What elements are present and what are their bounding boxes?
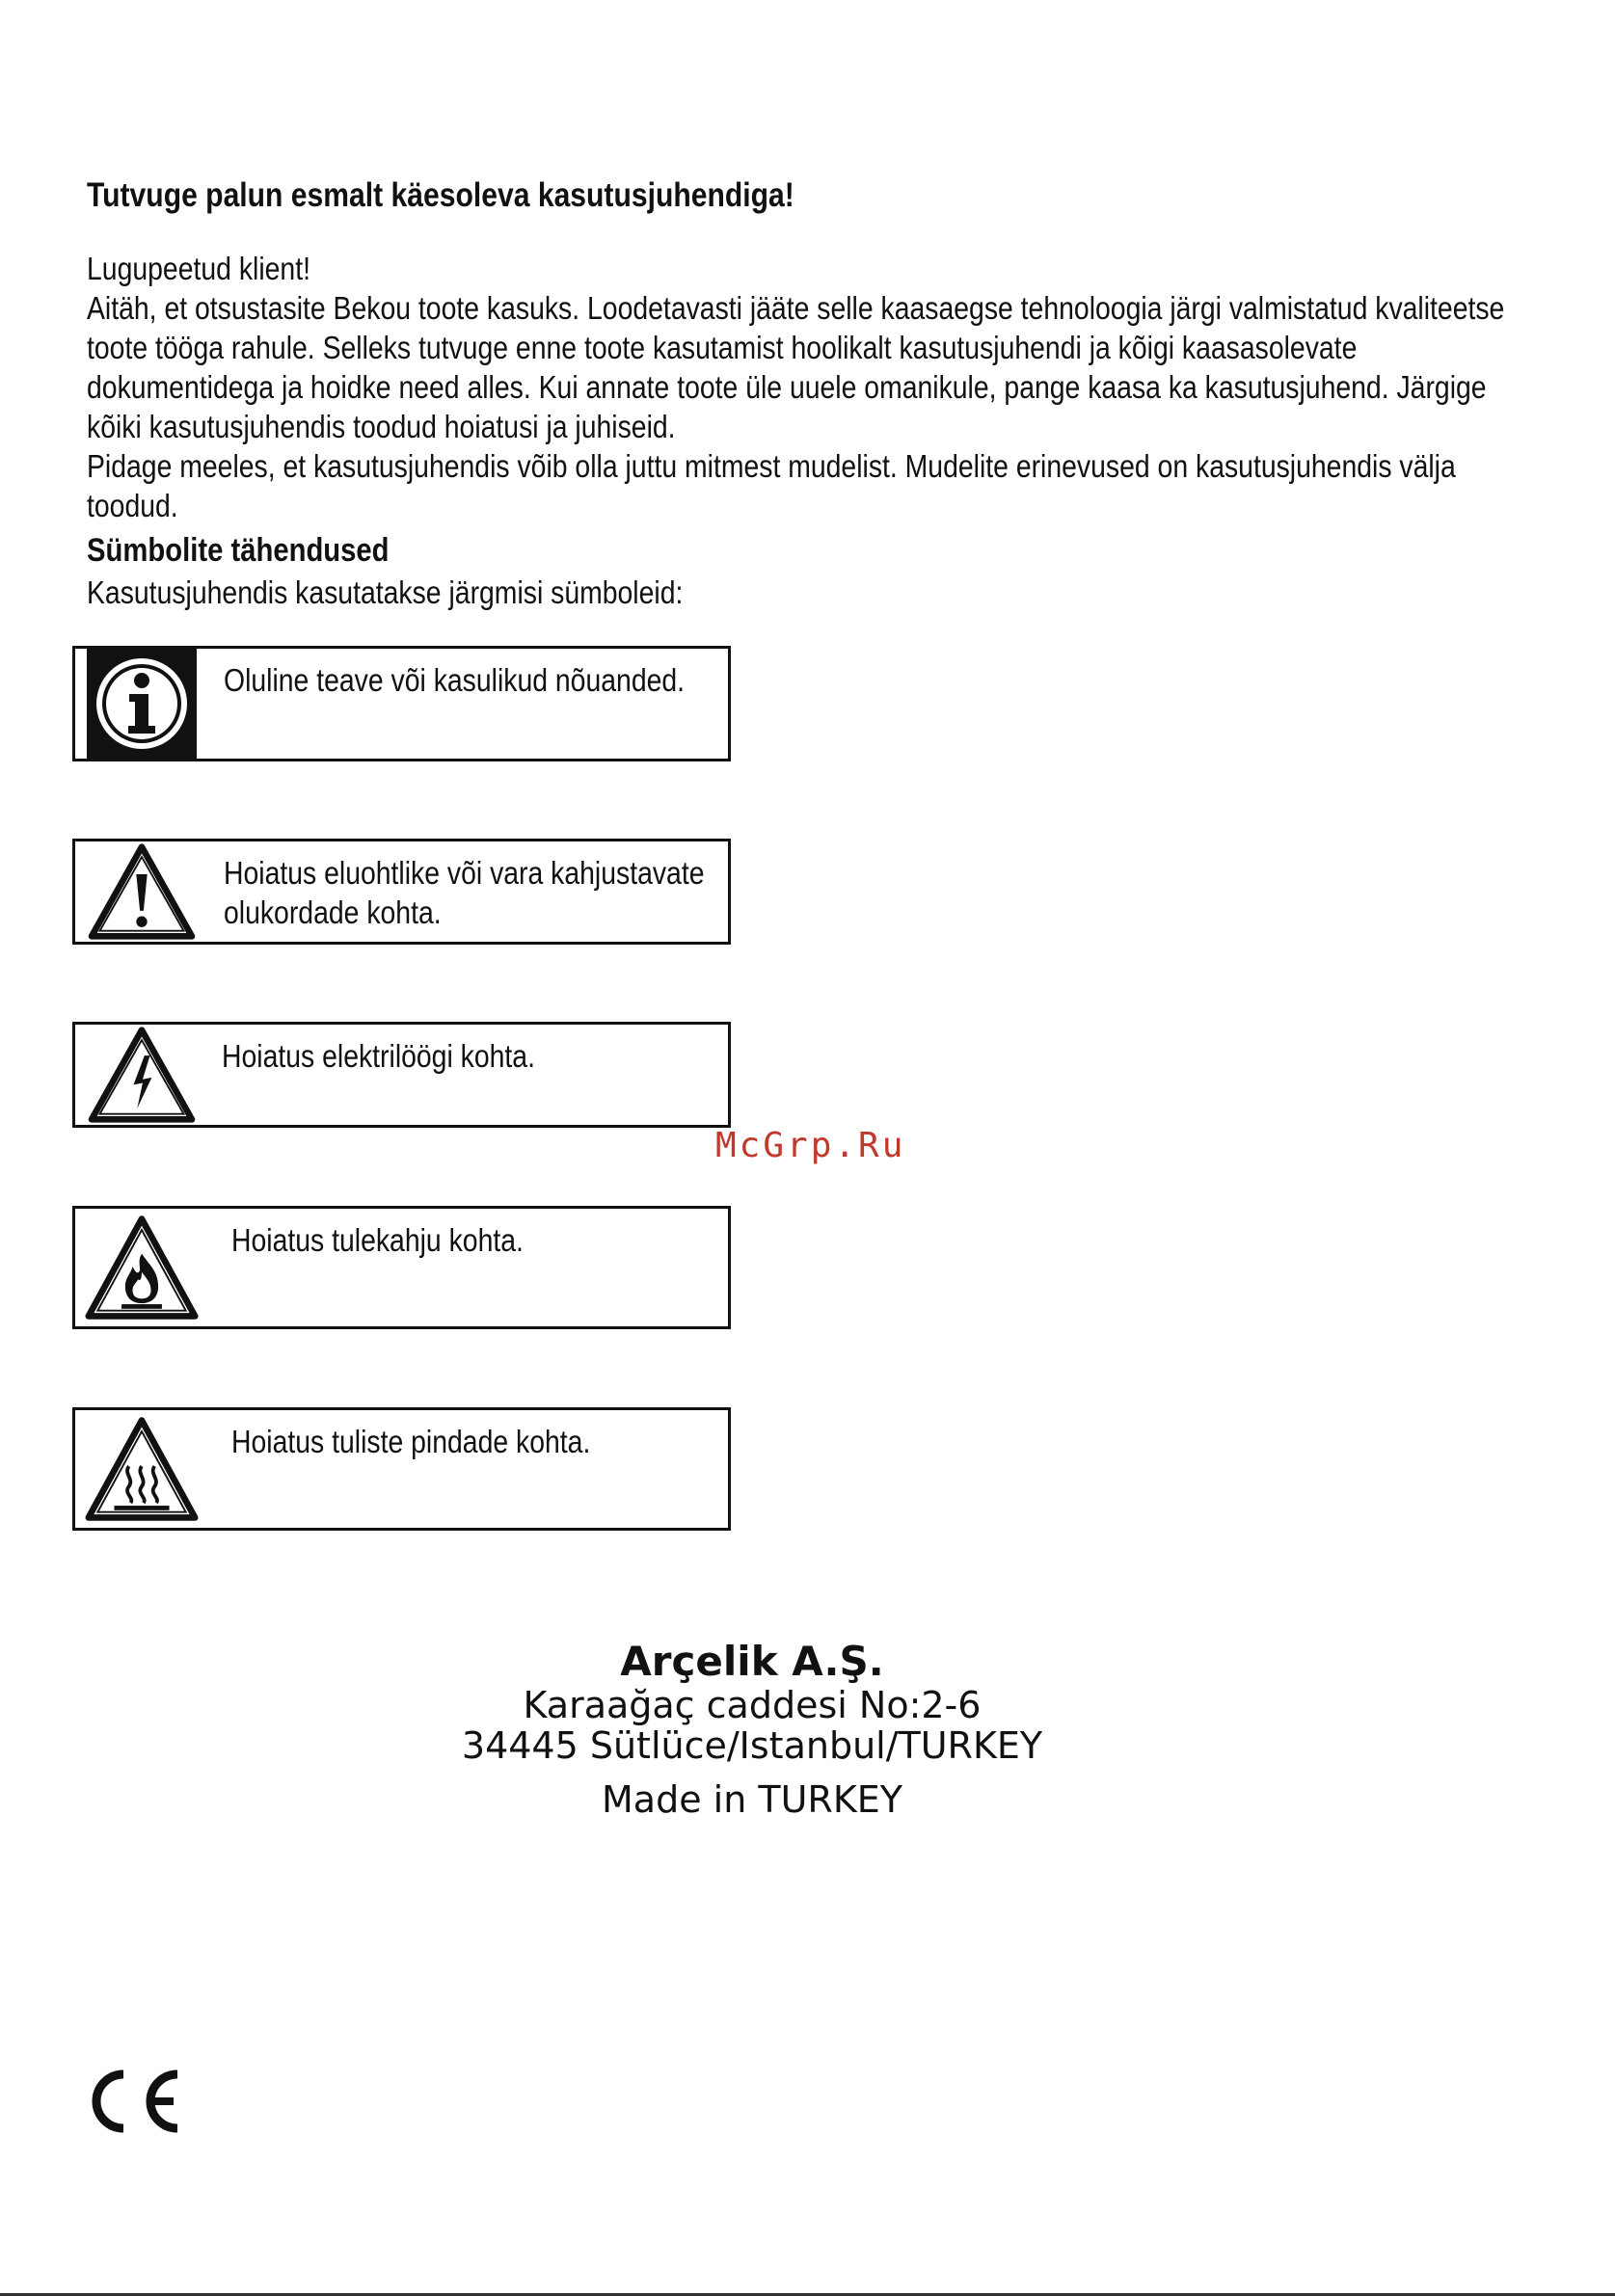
info-icon [87,649,197,759]
made-in: Made in TURKEY [602,1778,902,1821]
symbol-box-warning [72,839,731,945]
fire-icon [85,1209,199,1326]
page-title: Tutvuge palun esmalt käesoleva kasutusjuhendiga! [87,176,794,214]
intro-line: kõiki kasutusjuhendis toodud hoiatusi ja juhiseid. [87,409,676,444]
electric-shock-icon [85,1025,199,1125]
symbol-label [224,853,705,932]
symbol-label-line: Hoiatus eluohtlike või vara kahjustavate [224,855,705,891]
ce-mark-icon [85,2063,185,2140]
intro-line: Pidage meeles, et kasutusjuhendis võib olla juttu mitmest mudelist. Mudelite erinevused on kasutusjuhendis välja [87,448,1456,484]
symbol-label-line: Oluline teave või kasulikud nõuanded. [224,662,686,698]
intro-line: toodud. [87,488,178,523]
symbol-label-line: Hoiatus elektrilöögi kohta. [222,1038,535,1074]
symbol-label [231,1422,590,1461]
manufacturer-address [0,1639,1504,1820]
symbol-box-electric [72,1022,731,1128]
symbol-label [222,1036,535,1076]
intro-text [87,249,1504,525]
watermark: McGrp.Ru [715,1126,906,1165]
company-name: Arçelik A.Ş. [620,1638,884,1685]
symbol-box-hot-surface [72,1407,731,1531]
intro-line: dokumentidega ja hoidke need alles. Kui annate toote üle uuele omanikule, pange kaasa ka kasutusjuhend. Järgige [87,369,1487,405]
symbol-label-line: Hoiatus tuliste pindade kohta. [231,1424,591,1459]
intro-line: Aitäh, et otsustasite Bekou toote kasuks. Loodetavasti jääte selle kaasaegse tehnoloogia järgi valmistatud kvaliteetse [87,290,1505,326]
intro-line: toote tööga rahule. Selleks tutvuge enne toote kasutamist hoolikalt kasutusjuhendi ja kõigi kaasasolevate [87,330,1358,365]
symbols-heading: Sümbolite tähendused [87,532,390,569]
warning-icon [85,841,199,942]
symbol-box-fire [72,1206,731,1329]
address-street: Karaağaç caddesi No:2-6 [523,1684,982,1726]
intro-greeting: Lugupeetud klient! [87,251,310,286]
symbol-box-info [72,646,731,761]
symbol-label [224,660,685,700]
hot-surface-icon [85,1410,199,1528]
symbol-label-line: olukordade kohta. [224,894,442,930]
address-city: 34445 Sütlüce/Istanbul/TURKEY [461,1724,1043,1767]
symbol-label-line: Hoiatus tulekahju kohta. [231,1222,524,1258]
symbol-label [231,1220,524,1260]
symbols-intro: Kasutusjuhendis kasutatakse järgmisi sümboleid: [87,574,684,610]
